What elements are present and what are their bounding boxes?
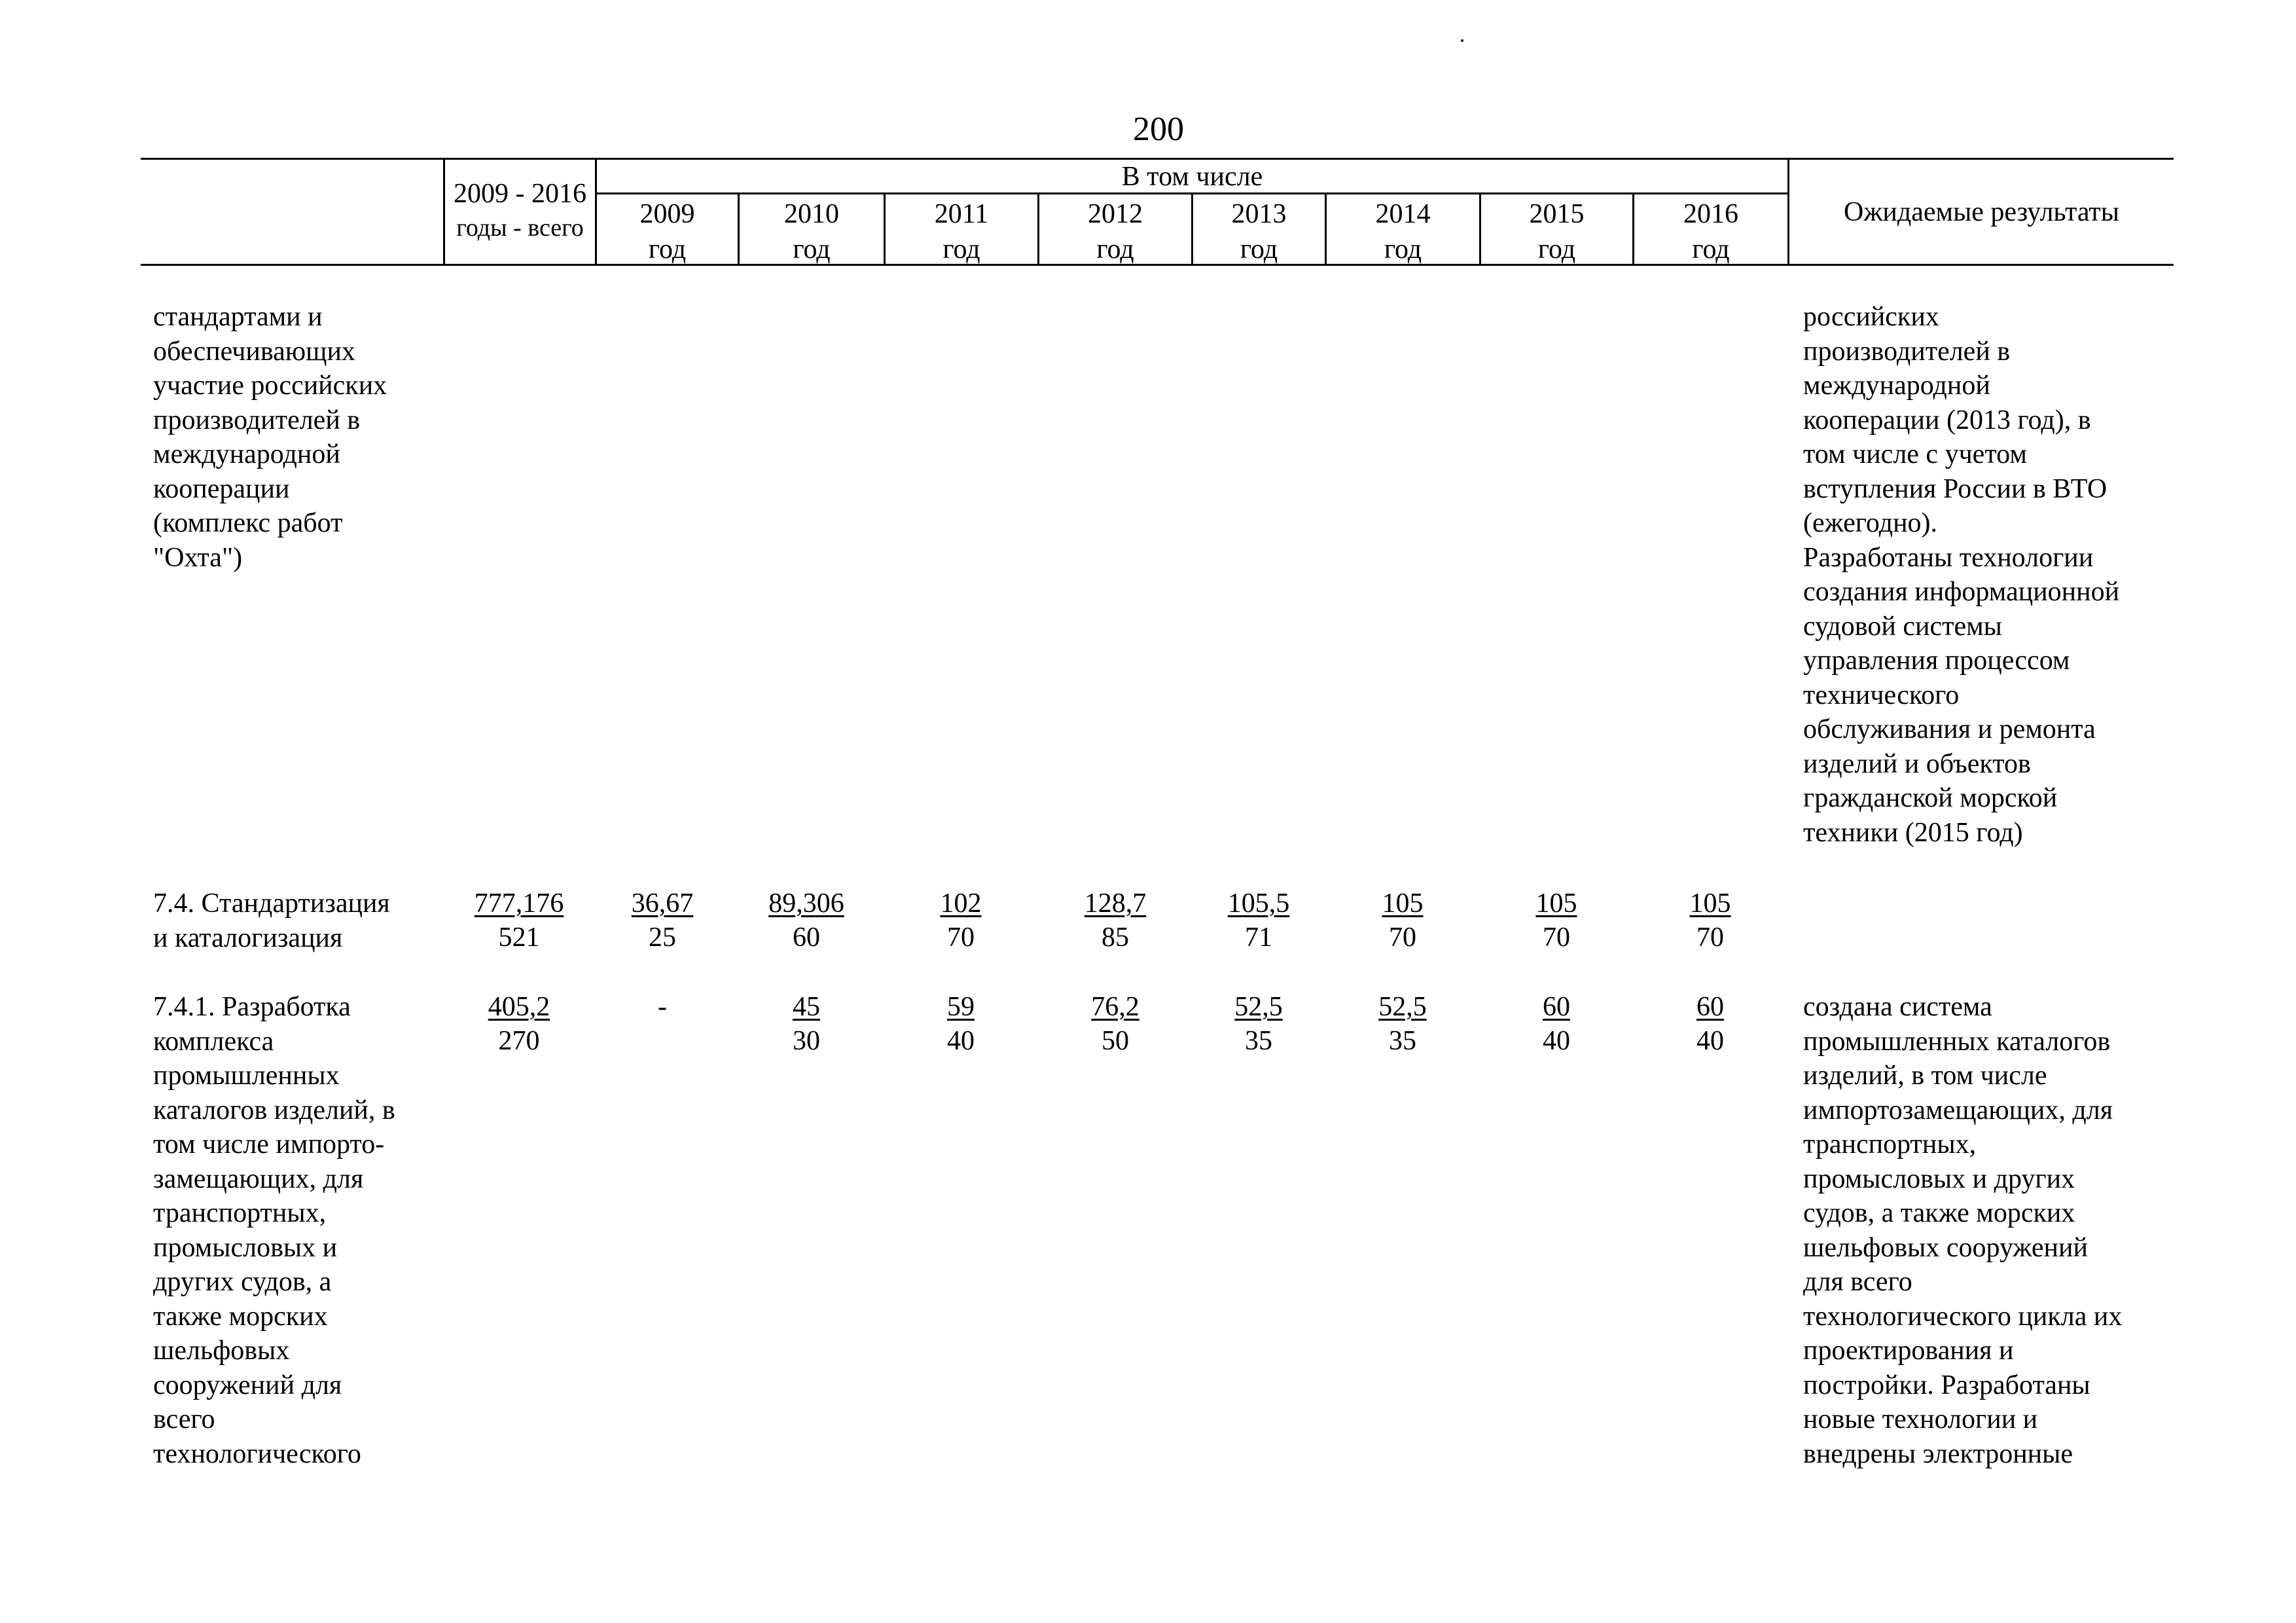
year-header: 2009 год <box>639 199 695 264</box>
total-header-line2: годы - всего <box>456 214 584 242</box>
year-value: 105 70 <box>1689 888 1731 953</box>
year-value: 102 70 <box>940 888 982 953</box>
year-value: 52,5 35 <box>1378 992 1427 1056</box>
scan-speck <box>1461 39 1463 42</box>
year-value: 128,7 85 <box>1084 888 1147 953</box>
year-value: 45 30 <box>793 992 820 1056</box>
row-results: российских производителей в международной кооперации (2013 год), в том числе с учетом вступления России в ВТО (ежегодно). Разработаны технологии создания информационной судовой системы управления процессом технического обслуживания и ремонта изделий и объектов гражданской морской техники (2015 год) <box>1803 302 2120 848</box>
year-value: 76,2 50 <box>1091 992 1139 1056</box>
year-header: 2011 год <box>934 199 989 264</box>
year-value: - <box>658 992 667 1022</box>
year-header: 2013 год <box>1231 199 1287 264</box>
year-value: 105,5 71 <box>1227 888 1290 953</box>
results-column-header: Ожидаемые результаты <box>1844 197 2119 227</box>
year-value: 60 40 <box>1696 992 1724 1056</box>
year-value: 36,67 25 <box>631 888 694 953</box>
year-header: 2015 год <box>1529 199 1585 264</box>
total-header-line1: 2009 - 2016 <box>454 179 586 209</box>
year-header: 2014 год <box>1375 199 1431 264</box>
row-results: создана система промышленных каталогов изделий, в том числе импортозамещающих, для транспортных, промысловых и других судов, а также морских шельфовых сооружений для всего технологического цикла их проектирования и постройки. Разработаны новые технологии и внедрены электронные <box>1803 992 2123 1469</box>
year-value: 105 70 <box>1535 888 1577 953</box>
page-number: 200 <box>1133 111 1184 148</box>
total-value: 405,2 270 <box>488 992 550 1056</box>
year-value: 59 40 <box>947 992 975 1056</box>
year-value: 52,5 35 <box>1234 992 1283 1056</box>
year-header: 2012 год <box>1088 199 1143 264</box>
year-header: 2010 год <box>784 199 839 264</box>
year-value: 105 70 <box>1382 888 1424 953</box>
year-header: 2016 год <box>1683 199 1738 264</box>
total-value: 777,176 521 <box>474 888 564 953</box>
including-header: В том числе <box>1121 162 1263 192</box>
total-column-header <box>445 177 595 245</box>
row-name: 7.4.1. Разработка комплекса промышленных каталогов изделий, в том числе импорто- замещающих, для транспортных, промысловых и других судов, а также морских шельфовых сооружений для всего технологического <box>153 992 395 1469</box>
year-value: 60 40 <box>1543 992 1570 1056</box>
row-name: стандартами и обеспечивающих участие российских производителей в международной кооперации (комплекс работ "Охта") <box>153 302 387 573</box>
year-value: 89,306 60 <box>768 888 844 953</box>
row-name: 7.4. Стандартизация и каталогизация <box>153 888 390 953</box>
